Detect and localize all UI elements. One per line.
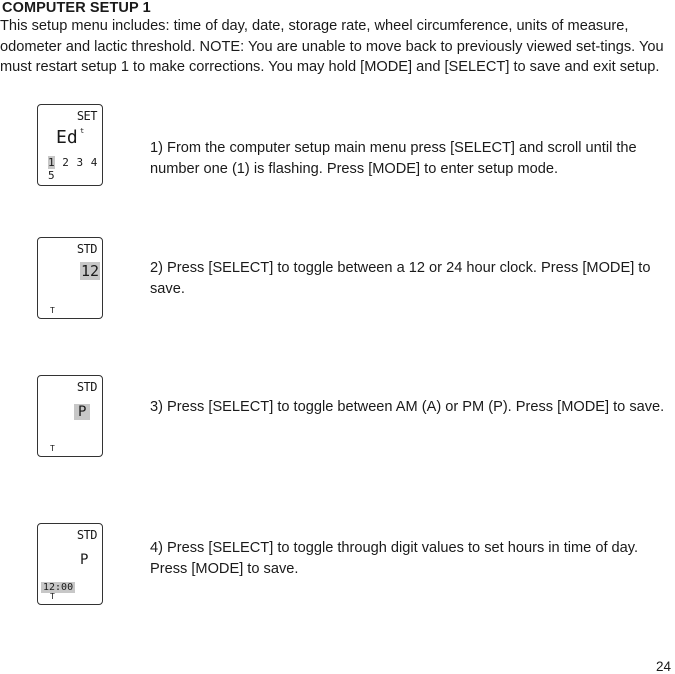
lcd-mode-label: STD xyxy=(76,380,97,394)
lcd-digit-row xyxy=(48,156,102,182)
intro-paragraph: This setup menu includes: time of day, date, storage rate, wheel circumference, units of measure, odometer and lactic threshold. NOTE: You are unable to move back to previously viewed set-tings. You must restart setup 1 to make corrections. You may hold [MODE] and [SELECT] to save and exit setup. xyxy=(0,18,664,75)
step-4-text: 4) Press [SELECT] to toggle through digit values to set hours in time of day. Press [MODE] to save. xyxy=(150,540,639,577)
lcd-time-value: 12:00 xyxy=(43,582,74,593)
lcd-superscript: t xyxy=(80,127,85,135)
lcd-display-setup xyxy=(37,104,103,186)
lcd-main-value: P xyxy=(80,552,89,568)
step-3-text: 3) Press [SELECT] to toggle between AM (A) or PM (P). Press [MODE] to save. xyxy=(150,399,665,415)
page-title: COMPUTER SETUP 1 xyxy=(2,0,151,16)
page-number: 24 xyxy=(655,659,671,674)
lcd-display-clock-format xyxy=(37,237,103,319)
lcd-main-value: P xyxy=(74,404,90,420)
step-1-text: 1) From the computer setup main menu press [SELECT] and scroll until the number one (1) is flashing. Press [MODE] to enter setup mode. xyxy=(150,140,637,177)
lcd-mode-label: SET xyxy=(76,109,97,123)
lcd-mode-label: STD xyxy=(76,242,97,256)
lcd-display-time-of-day xyxy=(37,523,103,605)
lcd-digits: 2 3 4 5 xyxy=(48,156,98,182)
lcd-main-value: 12 xyxy=(81,262,100,280)
lcd-time-marker: T xyxy=(50,592,55,601)
lcd-time-marker: T xyxy=(50,306,55,315)
lcd-display-am-pm xyxy=(37,375,103,457)
lcd-flashing-digit: 1 xyxy=(48,156,56,169)
lcd-time-marker: T xyxy=(50,444,55,453)
lcd-main-value: Ed xyxy=(56,127,78,148)
step-2-text: 2) Press [SELECT] to toggle between a 12 or 24 hour clock. Press [MODE] to save. xyxy=(150,260,651,297)
lcd-mode-label: STD xyxy=(76,528,97,542)
